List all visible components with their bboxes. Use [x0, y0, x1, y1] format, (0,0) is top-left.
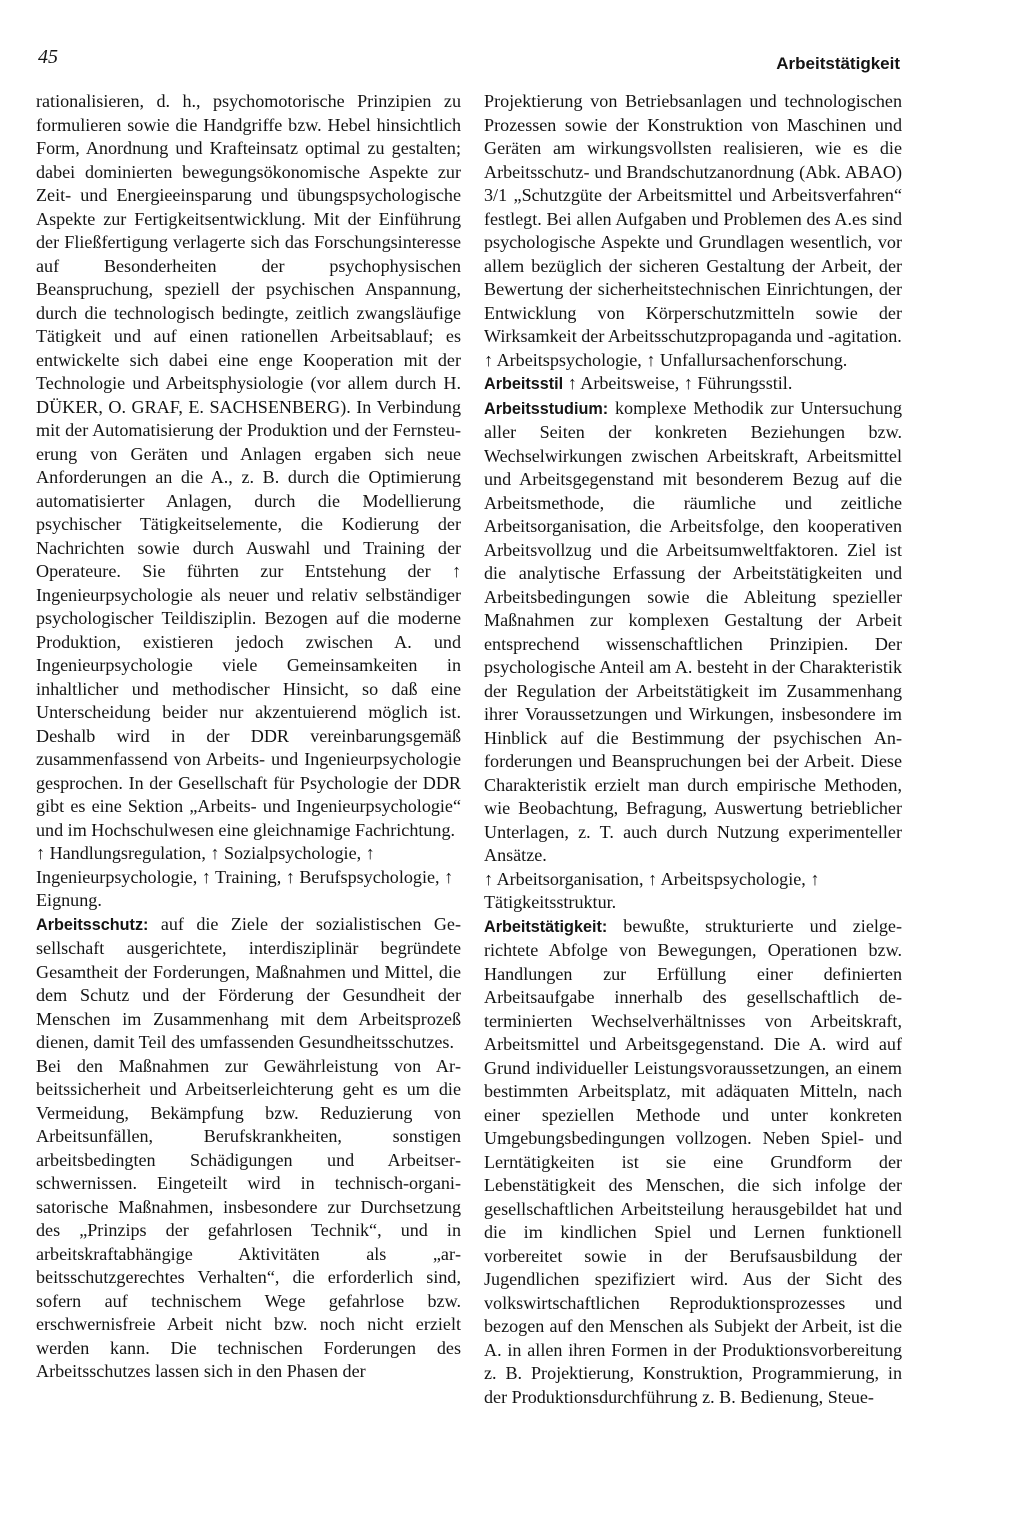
cross-reference-list: ↑ Handlungsregulation, ↑ Sozialpsychologie, ↑ Ingenieurpsychologie, ↑ Training, ↑ Berufspsychologie, ↑ Eignung.: [36, 843, 454, 910]
entry-definition: ↑ Arbeitsweise, ↑ Führungsstil.: [563, 373, 793, 393]
paragraph-arbeitsschutz-continued: Projektierung von Betriebsanlagen und technologischen Prozessen sowie der Konstruktion von Maschinen und Geräten am wirkungsvollsten realisieren, wie es die Arbeitsschutz- und Brandschutzanordnung (Abk. ABAO) 3/1 „Schutzgüte der Arbeitsmittel und Arbeitsverfahren“ festlegt. Bei allen Aufgaben und Problemen des A.es sind psychologische Aspekte und Grundlagen wesentlich, vor allem bezüglich der sicheren Gestaltung der Arbeit, der Bewertung der sicherheitstechnischen Einrichtungen, der Entwicklung von Körperschutzmitteln sowie der Wirksamkeit der Arbeitsschutzpropaganda und -agitation.: [484, 91, 902, 346]
entry-term: Arbeitsstil: [484, 375, 564, 393]
entry-arbeitstaetigkeit: [484, 915, 902, 1410]
entry-arbeitsschutz: [36, 913, 461, 1055]
paragraph-arbeitspsychologie-continued: rationalisieren, d. h., psychomotorische Prinzipien zu formulieren sowie die Handgriffe bzw. Hebel hinsichtlich Form, Anordnung und Krafteinsatz optimal zu gestalten; dabei dominierten bewegungsökonomische Aspekte zur Zeit- und Energieeinsparung und übungspsychologische Aspekte zur Fertigkeitsentwicklung. Mit der Einführung der Fließfertigung verlagerte sich das Forschungsinteresse auf Besonderheiten der psychophysischen Beanspruchung, speziell der psychischen Anspannung, durch die technologisch bedingte, zeitlich zwangsläufige Tätigkeit und auf einen rationellen Arbeitsablauf; es entwickelte sich dabei eine enge Kooperation mit der Technologie und Arbeitsphysiologie (vor allem durch H. DÜKER, O. GRAF, E. SACHSENBERG). In Verbindung mit der Automatisierung der Produktion und der Fernsteuerung von Geräten und Anlagen ergaben sich neue Anforderungen an die A., z. B. durch die Optimierung automatisierter Anlagen, durch die Modellierung psychischer Tätigkeitselemente, die Kodierung der Nachrichten sowie durch Auswahl und Training der Operateure. Sie führten zur Entstehung der ↑ Ingenieurpsychologie als neuer und relativ selbständiger psychologischer Teildisziplin. Bezogen auf die moderne Produktion, existieren jedoch zwischen A. und Ingenieurpsychologie viele Gemeinsamkeiten in inhaltlicher und methodischer Hinsicht, so daß eine Unterscheidung beider nur akzentuierend möglich ist. Deshalb wird in der DDR vereinbarungsgemäß zusammenfassend von Arbeits- und Ingenieurpsychologie gesprochen. In der Gesellschaft für Psychologie der DDR gibt es eine Sektion „Arbeits- und Ingenieurpsychologie“ und im Hochschulwesen eine gleichnamige Fachrichtung.: [36, 91, 461, 840]
entry-arbeitsstudium: [484, 397, 902, 868]
entry-arbeitsstil: [484, 372, 902, 397]
right-column: [484, 90, 902, 1510]
entry-definition: auf die Ziele der sozialistischen Gesellschaft ausgerichtete, interdisziplinär begründete Gesamtheit der Forderungen, Maßnahmen und Mittel, die dem Schutz und der Förderung der Gesundheit der Menschen im Zusammenhang mit dem Arbeitsprozeß dienen, damit Teil des umfassenden Gesundheitsschutzes.: [36, 913, 461, 1052]
entry-term: Arbeitstätigkeit:: [484, 917, 608, 936]
paragraph-arbeitsschutz-measures: Bei den Maßnahmen zur Gewährleistung von Arbeitssicherheit und Arbeitserleichterung geht es um die Vermeidung, Bekämpfung bzw. Reduzierung von Arbeitsunfällen, Berufskrankheiten, sonstigen arbeitsbedingten Schädigungen und Arbeitserschwernissen. Eingeteilt wird in technisch-organisatorische Maßnahmen, insbesondere zur Durchsetzung des „Prinzips der gefahrlosen Technik“, und in arbeitskraftabhängige Aktivitäten als „arbeitsschutzgerechtes Verhalten“, die erforderlich sind, sofern auf technischem Wege gefahrlose bzw. erschwernisfreie Arbeit nicht bzw. noch nicht erzielt werden kann. Die technischen Forderungen des Arbeitsschutzes lassen sich in den Phasen der: [36, 1055, 461, 1381]
entry-definition: komplexe Methodik zur Untersuchung aller Seiten der konkreten Beziehungen bzw. Wechselwirkungen zwischen Arbeitskraft, Arbeitsmittel und Arbeitsgegenstand mit besonderem Bezug auf die Arbeitsmethode, die räumliche und zeitliche Arbeitsorganisation, die Arbeitsfolge, den kooperativen Arbeitsvollzug und die Arbeitsumweltfaktoren. Ziel ist die analytische Erfassung der Arbeitstätigkeiten und Arbeitsbedingungen sowie die Ableitung spezieller Maßnahmen zur komplexen Gestaltung der Arbeit entsprechend wissenschaftlichen Prinzipien. Der psychologische Anteil am A. besteht in der Charakteristik der Regulation der Arbeitstätigkeit im Zusammenhang ihrer Voraussetzungen und Wirkungen, insbesondere im Hinblick auf die Bestimmung der psychischen Anforderungen und Beanspruchungen bei der Arbeit. Diese Charakteristik erzielt man durch empirische Methoden, wie Beobachtung, Befragung, Auswertung betrieblicher Unterlagen, z. T. auch durch Nutzung experimenteller Ansätze.: [484, 397, 902, 865]
left-column: [36, 90, 461, 1510]
cross-reference-list: ↑ Arbeitsorganisation, ↑ Arbeitspsychologie, ↑ Tätigkeitsstruktur.: [484, 868, 820, 912]
entry-definition: bewußte, strukturierte und zielgerichtete Abfolge von Bewegungen, Operationen bzw. Handlungen zur Erfüllung einer definierten Arbeitsaufgabe innerhalb des gesellschaftlich determinierten Wechselverhältnisses von Arbeitskraft, Arbeitsmittel und Arbeitsgegenstand. Die A. wird auf Grund individueller Leistungsvoraussetzungen, an einem bestimmten Arbeitsplatz, mit adäquaten Mitteln, nach einer speziellen Methode und unter konkreten Umgebungsbedingungen vollzogen. Neben Spiel- und Lerntätigkeiten ist sie eine Grundform der Lebenstätigkeit des Menschen, die sich infolge der gesellschaftlichen Arbeitsteilung herausgebildet hat und die im kindlichen Spiel und Lernen funktionell vorbereitet sowie in der Berufsausbildung der Jugendlichen spezifiziert wird. Aus der Sicht des volkswirtschaftlichen Reproduktionsprozesses und bezogen auf den Menschen als Subjekt der Arbeit, ist die A. in allen ihren Formen in der Produktionsvorbereitung z. B. Projektierung, Konstruktion, Programmierung, in der Produktionsdurchführung z. B. Bedienung, Steue-: [484, 915, 902, 1407]
entry-term: Arbeitsschutz:: [36, 915, 149, 934]
cross-reference-list: ↑ Arbeitspsychologie, ↑ Unfallursachenforschung.: [484, 349, 848, 370]
page-number: 45: [38, 46, 58, 68]
running-head: Arbeitstätigkeit: [776, 54, 900, 73]
entry-term: Arbeitsstudium:: [484, 399, 609, 418]
